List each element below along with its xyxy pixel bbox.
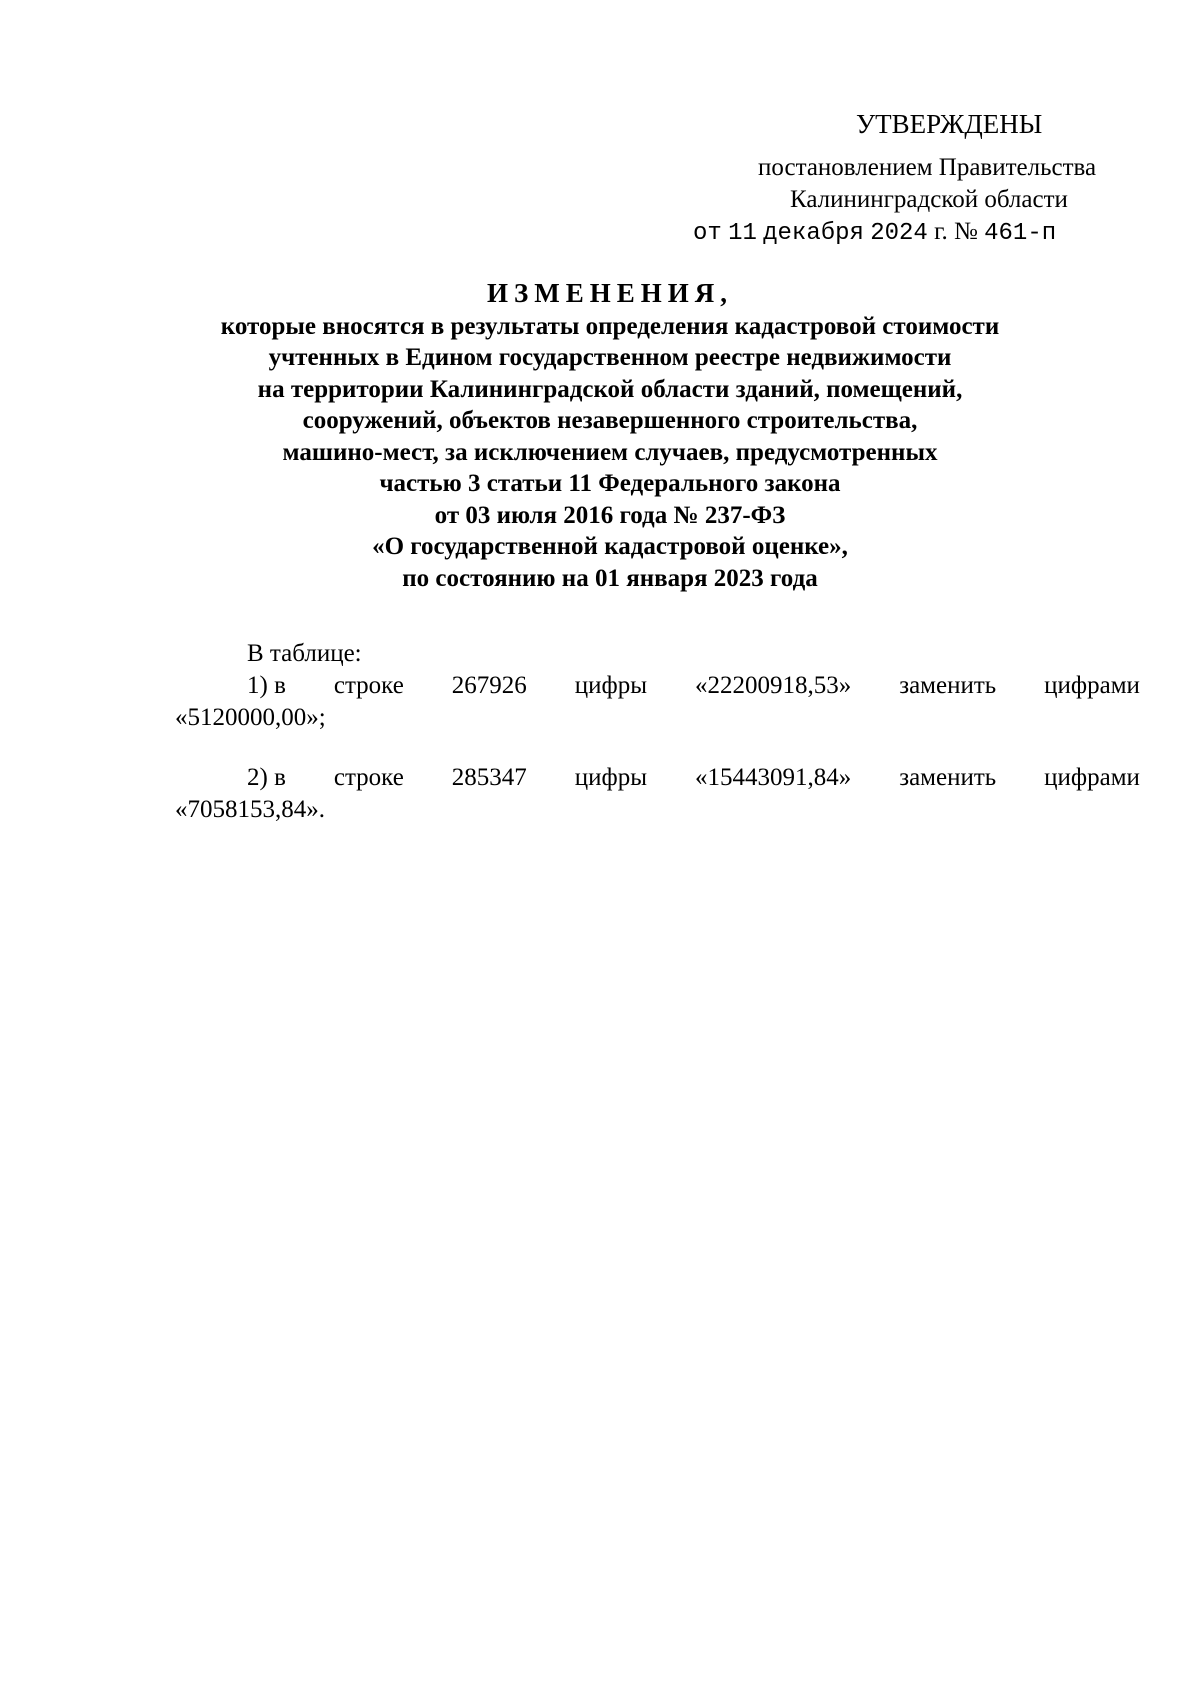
date-month: декабря bbox=[763, 220, 864, 247]
title-heading: ИЗМЕНЕНИЯ, bbox=[486, 278, 733, 308]
item-1-word-6: заменить bbox=[899, 672, 997, 699]
title-line-6: частью 3 статьи 11 Федерального закона bbox=[379, 470, 841, 497]
item-2-line bbox=[175, 762, 1140, 794]
title-line-9: по состоянию на 01 января 2023 года bbox=[402, 564, 818, 592]
item-1-word-4: цифры bbox=[574, 672, 648, 699]
date-year: 2024 bbox=[870, 220, 928, 247]
item-2-word-1: 2) в bbox=[247, 764, 286, 791]
title-line-8: «О государственной кадастровой оценке», bbox=[372, 533, 848, 560]
item-1-old-value: «22200918,53» bbox=[694, 672, 852, 699]
date-day: 11 bbox=[728, 220, 757, 247]
date-suffix: г. № bbox=[934, 218, 978, 245]
approval-authority: постановлением Правительства bbox=[758, 154, 1097, 181]
title-line-7: от 03 июля 2016 года № 237-ФЗ bbox=[434, 501, 786, 529]
document-title bbox=[160, 278, 1060, 594]
item-2-word-4: цифры bbox=[574, 764, 648, 791]
title-line-3: на территории Калининградской области зданий, помещений, bbox=[257, 375, 963, 403]
title-line-5: машино-мест, за исключением случаев, предусмотренных bbox=[282, 438, 938, 466]
item-1-row-number: 267926 bbox=[451, 672, 527, 699]
item-2-old-value: «15443091,84» bbox=[694, 764, 852, 791]
document-body bbox=[175, 638, 1140, 854]
item-2-word-2: строке bbox=[333, 764, 404, 791]
item-1-word-1: 1) в bbox=[247, 672, 286, 699]
item-2-row-number: 285347 bbox=[451, 764, 527, 791]
item-1-new-value: «5120000,00»; bbox=[175, 704, 326, 731]
approval-date-line bbox=[693, 216, 1056, 250]
item-2-word-7: цифрами bbox=[1044, 764, 1140, 791]
date-prefix: от bbox=[693, 220, 722, 247]
decree-number: 461-п bbox=[984, 220, 1057, 247]
approval-region: Калининградской области bbox=[790, 186, 1068, 213]
item-1-line bbox=[175, 670, 1140, 702]
item-2-word-6: заменить bbox=[899, 764, 997, 791]
title-line-4: сооружений, объектов незавершенного строительства, bbox=[302, 407, 918, 434]
item-1-word-7: цифрами bbox=[1044, 672, 1140, 699]
approval-title: УТВЕРЖДЕНЫ bbox=[856, 109, 1043, 139]
body-intro: В таблице: bbox=[247, 640, 362, 667]
title-line-2: учтенных в Едином государственном реестре недвижимости bbox=[268, 344, 952, 371]
item-1-word-2: строке bbox=[333, 672, 404, 699]
item-2-new-value: «7058153,84». bbox=[175, 796, 325, 823]
title-line-1: которые вносятся в результаты определения кадастровой стоимости bbox=[220, 312, 1000, 340]
